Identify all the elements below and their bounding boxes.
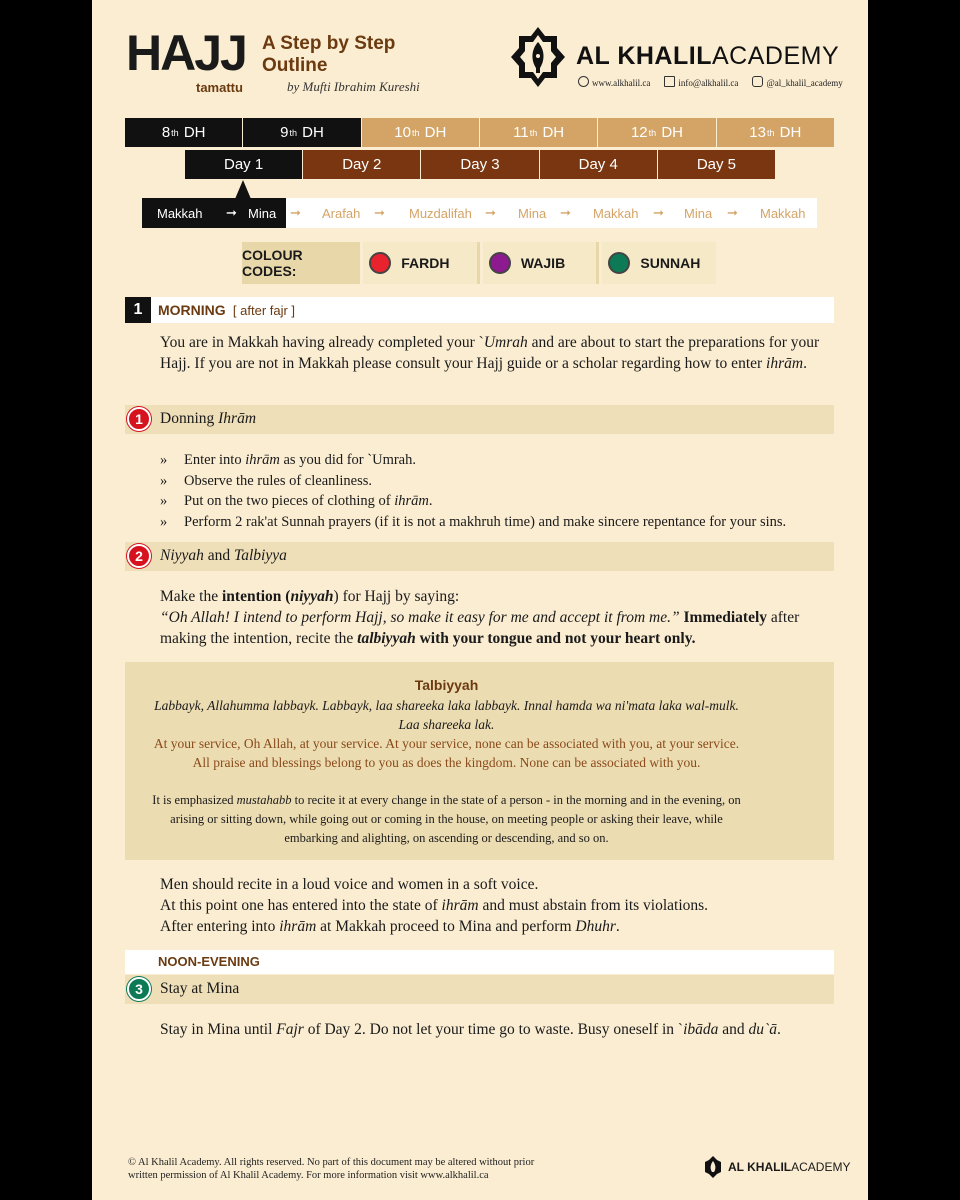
route-stop: Mina — [684, 205, 713, 221]
talbiyyah-arabic: Labbayk, Allahumma labbayk. Labbayk, laa shareeka laka labbayk. Innal hamda wa ni'mata laka wal-mulk. Laa shareeka lak. — [154, 698, 739, 732]
date-cell: 11 th DH — [480, 118, 598, 147]
after-talbiyyah-paragraph: Men should recite in a loud voice and women in a soft voice. At this point one has entered into the state of ihrām and must abstain from its violations. After entering into ihrām at Makkah proceed to Mina and perform Dhuhr. — [160, 876, 709, 935]
subtitle: A Step by Step Outline — [262, 33, 396, 76]
arrow-right-icon: ➞ — [485, 205, 496, 220]
colour-codes — [242, 242, 716, 284]
fardh-dot-icon — [369, 252, 391, 274]
route-stop: Makkah — [760, 205, 806, 221]
academy-name: AL KHALILACADEMY — [576, 42, 840, 70]
mail-icon — [664, 76, 675, 87]
date-cell: 12 th DH — [598, 118, 716, 147]
hajj-title: HAJJ — [126, 25, 246, 81]
arrow-right-icon: ➞ — [653, 205, 664, 220]
arrow-right-icon: ➞ — [560, 205, 571, 220]
date-cell: 10 th DH — [362, 118, 480, 147]
hajj-type: tamattu — [196, 80, 243, 95]
sunnah-dot-icon — [608, 252, 630, 274]
instagram-icon — [752, 76, 763, 87]
arrow-right-icon: ➞ — [290, 205, 301, 220]
academy-logo-icon — [510, 26, 566, 88]
website-link[interactable]: www.alkhalil.ca — [578, 76, 650, 88]
step-title: Stay at Mina — [160, 980, 240, 997]
date-cell: 8 th DH — [125, 118, 243, 147]
day-cell: Day 5 — [658, 150, 775, 179]
code-fardh: FARDH — [360, 242, 477, 284]
step-title: Donning Ihrām — [160, 410, 257, 427]
academy-logo-small-icon — [704, 1156, 722, 1178]
route-stop: Makkah — [593, 205, 639, 221]
stay-paragraph: Stay in Mina until Fajr of Day 2. Do not let your time go to waste. Busy oneself in `ibāda and du`ā. — [160, 1021, 781, 1038]
route-stop: Muzdalifah — [409, 205, 472, 221]
intro-paragraph: You are in Makkah having already completed your `Umrah and are about to start the preparations for your Hajj. If you are not in Makkah please consult your Hajj guide or a scholar regarding how to enter ihrām. — [160, 334, 820, 372]
route-stop: Mina — [248, 205, 277, 221]
list-item: » Observe the rules of cleanliness. — [160, 472, 373, 489]
talbiyyah-translation: At your service, Oh Allah, at your service. At your service, none can be associated with you, at your service. All praise and blessings belong to you as does the kingdom. None can be associated with you. — [153, 736, 740, 770]
date-row — [125, 118, 834, 147]
author: by Mufti Ibrahim Kureshi — [287, 79, 420, 94]
route-stop: Arafah — [322, 205, 361, 221]
list-item: » Put on the two pieces of clothing of ihrām. — [160, 493, 433, 509]
fardh-step-number: 2 — [127, 544, 151, 568]
step-title: Niyyah and Talbiyya — [160, 547, 287, 564]
day-cell: Day 2 — [303, 150, 421, 179]
list-item: » Perform 2 rak'at Sunnah prayers (if it is not a makhruh time) and make sincere repentance for your sins. — [160, 513, 787, 530]
date-cell: 9 th DH — [243, 118, 361, 147]
colour-codes-label: COLOUR CODES: — [242, 247, 303, 279]
day-cell-active: Day 1 — [185, 150, 303, 179]
noon-section-title: NOON-EVENING — [158, 954, 260, 969]
copyright: © Al Khalil Academy. All rights reserved. No part of this document may be altered without prior written permission of Al Khalil Academy. For more information visit www.alkhalil.ca — [128, 1157, 535, 1181]
wajib-dot-icon — [489, 252, 511, 274]
day-pointer-icon — [235, 180, 251, 199]
code-wajib: WAJIB — [480, 242, 597, 284]
section-title: MORNING [ after fajr ] — [158, 302, 296, 318]
intention-paragraph: Make the intention (niyyah) for Hajj by saying: “Oh Allah! I intend to perform Hajj, so make it easy for me and accept it from me.” Immediately after making the intention, recite the talbiyyah with your tongue and not your heart only. — [160, 588, 800, 647]
route-stop: Makkah — [157, 205, 203, 221]
day-row — [185, 150, 775, 179]
route-stop: Mina — [518, 205, 547, 221]
list-item: » Enter into ihrām as you did for `Umrah. — [160, 452, 416, 468]
arrow-right-icon: ➞ — [374, 205, 385, 220]
code-sunnah: SUNNAH — [599, 242, 716, 284]
day-cell: Day 3 — [421, 150, 539, 179]
contacts — [578, 76, 843, 88]
page — [92, 0, 868, 1200]
arrow-right-icon: ➞ — [226, 205, 237, 220]
email-link[interactable]: info@alkhalil.ca — [664, 76, 738, 88]
section-number: 1 — [125, 297, 151, 323]
talbiyyah-note: It is emphasized mustahabb to recite it at every change in the state of a person - in the morning and in the evening, on arising or sitting down, while going out or coming in the house, on meeting people or asking their leave, while embarking and alighting, on ascending or descending, and so on. — [152, 793, 741, 845]
arrow-right-icon: ➞ — [727, 205, 738, 220]
globe-icon — [578, 76, 589, 87]
footer-logo: AL KHALILACADEMY — [704, 1156, 850, 1178]
talbiyyah-heading: Talbiyyah — [414, 677, 479, 693]
ihram-bullets — [160, 450, 840, 532]
route-bar — [142, 198, 817, 228]
date-cell: 13 th DH — [717, 118, 834, 147]
sunnah-step-number: 3 — [127, 977, 151, 1001]
instagram-link[interactable]: @al_khalil_academy — [752, 76, 842, 88]
fardh-step-number: 1 — [127, 407, 151, 431]
day-cell: Day 4 — [540, 150, 658, 179]
